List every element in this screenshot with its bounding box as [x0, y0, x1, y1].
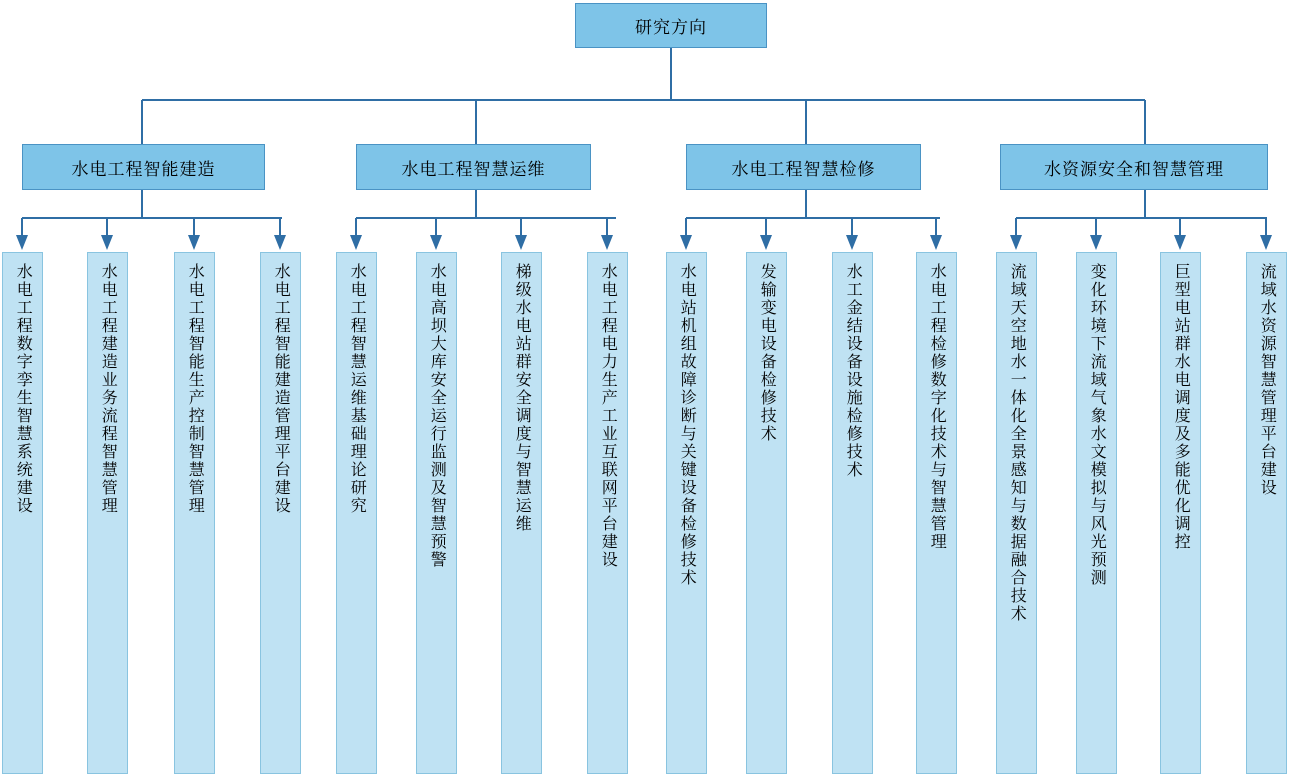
leaf-label: 水电工程建造业务流程智慧管理	[99, 263, 117, 515]
branch-label: 水电工程智慧检修	[731, 159, 876, 179]
leaf-node	[996, 252, 1037, 774]
leaf-label: 巨型电站群水电调度及多能优化调控	[1172, 263, 1190, 551]
leaf-label: 水电工程智能生产控制智慧管理	[186, 263, 204, 515]
leaf-label: 变化环境下流域气象水文模拟与风光预测	[1088, 263, 1106, 587]
leaf-node	[501, 252, 542, 774]
branch-node-1	[22, 144, 265, 190]
root-label: 研究方向	[635, 18, 707, 37]
leaf-label: 水电高坝大库安全运行监测及智慧预警	[428, 263, 446, 569]
branch-label: 水资源安全和智慧管理	[1044, 159, 1224, 179]
branch-node-3	[686, 144, 921, 190]
leaf-node	[746, 252, 787, 774]
leaf-label: 梯级水电站群安全调度与智慧运维	[513, 263, 531, 533]
branch-label: 水电工程智慧运维	[401, 159, 546, 179]
leaf-node	[2, 252, 43, 774]
leaf-label: 发输变电设备检修技术	[758, 263, 776, 443]
leaf-node	[260, 252, 301, 774]
leaf-node	[416, 252, 457, 774]
branch-node-2	[356, 144, 591, 190]
root-node	[575, 3, 767, 48]
leaf-node	[832, 252, 873, 774]
leaf-label: 水电工程电力生产工业互联网平台建设	[599, 263, 617, 569]
leaf-label: 流域水资源智慧管理平台建设	[1258, 263, 1276, 497]
leaf-node	[1076, 252, 1117, 774]
leaf-node	[1246, 252, 1287, 774]
branch-label: 水电工程智能建造	[71, 159, 216, 179]
leaf-node	[174, 252, 215, 774]
leaf-node	[1160, 252, 1201, 774]
leaf-label: 水工金结设备设施检修技术	[844, 263, 862, 479]
leaf-label: 流域天空地水一体化全景感知与数据融合技术	[1008, 263, 1026, 623]
leaf-label: 水电站机组故障诊断与关键设备检修技术	[678, 263, 696, 587]
leaf-label: 水电工程检修数字化技术与智慧管理	[928, 263, 946, 551]
leaf-node	[336, 252, 377, 774]
leaf-label: 水电工程数字孪生智慧系统建设	[14, 263, 32, 515]
leaf-node	[87, 252, 128, 774]
leaf-node	[666, 252, 707, 774]
leaf-node	[916, 252, 957, 774]
leaf-node	[587, 252, 628, 774]
leaf-label: 水电工程智慧运维基础理论研究	[348, 263, 366, 515]
branch-node-4	[1000, 144, 1268, 190]
leaf-label: 水电工程智能建造管理平台建设	[272, 263, 290, 515]
